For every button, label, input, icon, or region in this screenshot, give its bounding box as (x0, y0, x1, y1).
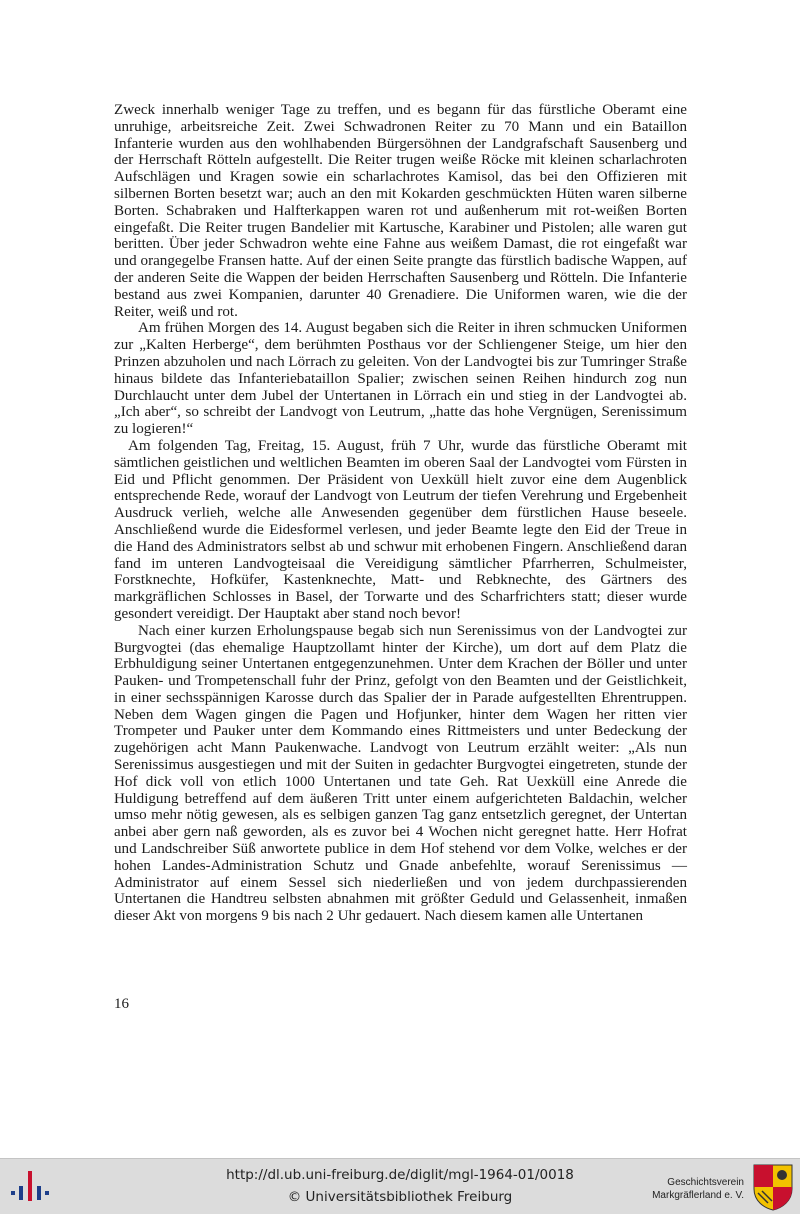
paragraph-2: Am frühen Morgen des 14. August begaben sich die Reiter in ihren schmucken Uniformen zur „Kalten Herberge“, dem berühmten Posthaus vor der Schliengener Steige, um hier den Prinzen abzuholen und nach Lörrach zu geleiten. Von der Landvogtei bis zur Tumringer Straße hinaus bildete das Infanteriebataillon Spalier; zwischen seinen Reihen hindurch zog nun Durchlaucht unter dem Jubel der Untertanen in Lörrach ein und stieg in der Landvogtei ab. „Ich aber“, so schreibt der Landvogt von Leutrum, „hatte das hohe Vergnügen, Serenissimum zu logieren!“ (114, 320, 687, 438)
society-name-line-2: Markgräflerland e. V. (652, 1190, 744, 1201)
society-crest-icon[interactable] (752, 1163, 794, 1211)
paragraph-3: Am folgenden Tag, Freitag, 15. August, früh 7 Uhr, wurde das fürstliche Oberamt mit sämtlichen geistlichen und weltlichen Beamten im oberen Saal der Landvogtei vom Fürsten in Eid und Pflicht genommen. Der Präsident von Uexküll hielt zuvor eine dem Augenblick entsprechende Rede, worauf der Landvogt von Leutrum der tiefen Verehrung und Ergebenheit Ausdruck verlieh, welche alle Anwesenden gegenüber dem fürstlichen Hause beseele. Anschließend wurde die Eidesformel verlesen, und jeder Beamte legte den Eid der Treue in die Hand des Administrators selbst ab und schwur mit erhobenen Fingern. Anschließend daran fand im unteren Landvogteisaal die Vereidigung sämtlicher Pfarrherren, Schulmeister, Forstknechte, Hofküfer, Kastenknechte, Matt- und Rebknechte, des Gärtners des markgräflichen Schlosses in Basel, der Torwarte und des Scharfrichters statt; dieser wurde gesondert vereidigt. Der Hauptakt aber stand noch bevor! (114, 437, 687, 622)
viewer-footer (0, 1158, 800, 1214)
society-name (652, 1176, 744, 1202)
society-name-line-1: Geschichtsverein (667, 1177, 744, 1188)
paragraph-4: Nach einer kurzen Erholungspause begab sich nun Serenissimus von der Landvogtei zur Burgvogtei (das ehemalige Hauptzollamt hinter der Kirche), um dort auf dem Platz die Erbhuldigung seiner Untertanen entgegenzunehmen. Unter dem Krachen der Böller und unter Pauken- und Trompetenschall fuhr der Prinz, gefolgt von den Beamten und der Geistlichkeit, in einer sechsspännigen Karosse durch das Spalier der in Parade aufgestellten Ehrentruppen. Neben dem Wagen gingen die Pagen und Hofjunker, hinter dem Wagen her ritten vier Trompeter und Pauker unter dem Kommando eines Rittmeisters und unter Bedeckung der zugehörigen acht Mann Paukenwache. Landvogt von Leutrum erzählt weiter: „Als nun Serenissimus ausgestiegen und mit der Suiten in gedachter Burgvogtei eingetreten, stunde der Hof dick voll von etlich 1000 Untertanen und tate Geh. Rat Uexküll eine Anrede die Huldigung betreffend auf dem äußeren Tritt unter einem aufgerichteten Baldachin, welcher umso mehr nötig gewesen, als es selbigen ganzen Tag ganz entsetzlich geregnet, der Untertan anbei aber gern naß geworden, als es zuvor bei 4 Wochen nicht geregnet hatte. Herr Hofrat und Landschreiber Süß anwortete publice in dem Hof stehend vor dem Volke, welches er der hohen Landes-Administration Schutz und Gnade anbefehlte, worauf Serenissimus — Administrator auf einem Sessel sich niederließen und von jedem durchpassierenden Untertanen die Handtreu selbsten abnahmen mit größter Geduld und Gelassenheit, inmaßen dieser Akt von morgens 9 bis nach 2 Uhr gedauert. Nach diesem kamen alle Untertanen (114, 622, 687, 925)
permalink-url[interactable]: http://dl.ub.uni-freiburg.de/diglit/mgl-1964-01/0018 (226, 1167, 574, 1183)
body-text (114, 102, 687, 925)
copyright-text: © Universitätsbibliothek Freiburg (287, 1189, 513, 1205)
paragraph-1: Zweck innerhalb weniger Tage zu treffen, und es begann für das fürstliche Oberamt eine unruhige, arbeitsreiche Zeit. Zwei Schwadronen Reiter zu 70 Mann und ein Bataillon Infanterie wurden aus den wohlhabenden Bürgersöhnen der Landgrafschaft Sausenberg und der Herrschaft Rötteln aufgestellt. Die Reiter trugen weiße Röcke mit kleinen scharlachroten Aufschlägen und Kragen sowie ein scharlachrotes Kamisol, das bei den Offizieren mit silbernen Borten besetzt war; auch an den mit Kokarden geschmückten Hüten waren silberne Borten. Schabraken und Halfterkappen waren rot und außenherum mit rot-weißen Borten eingefaßt. Die Reiter trugen Bandelier mit Kartusche, Karabiner und Pistolen; alle waren gut beritten. Über jeder Schwadron wehte eine Fahne aus weißem Damast, die rot eingefaßt war und orangegelbe Fransen hatte. Auf der einen Seite prangte das fürstlich badische Wappen, auf der anderen Seite die Wappen der beiden Herrschaften Sausenberg und Rötteln. Die Infanterie bestand aus zwei Kompanien, darunter 40 Grenadiere. Die Uniformen waren, wie die der Reiter, weiß und rot. (114, 102, 687, 320)
page-number: 16 (114, 996, 129, 1012)
